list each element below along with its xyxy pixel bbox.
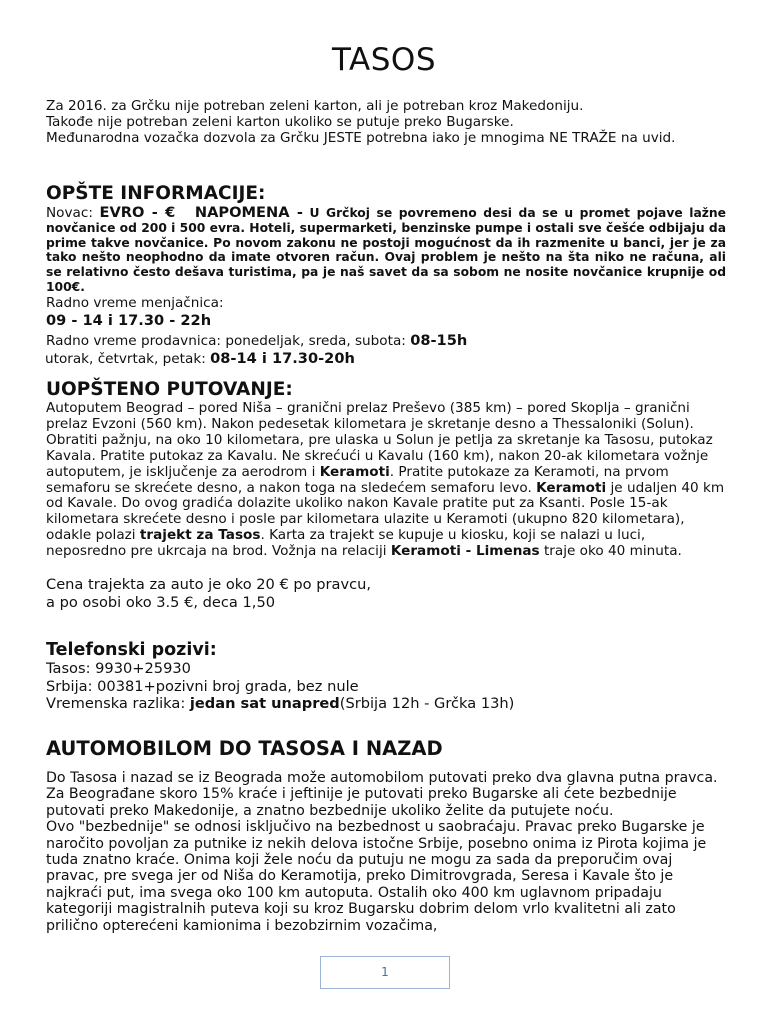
car-paragraph-2: Ovo "bezbednije" se odnosi isključivo na bezbednost u saobraćaju. Pravac preko Bugarske je naročito povoljan za putnike iz nekih delova istočne Srbije, posebno onima iz Pirota kojima je tuda znatno kraće. Onima koji žele noću da putuju ne mogu za sada da preporučim ovaj pravac, pre svega jer od Niša do Keramotija, preko Dimitrovgrada, Seresa i Kavale što je najkraći put, ima svega oko 100 km autoputa. Ostalih oko 400 km uglavnom pripadaju kategoriji magistralnih puteva koji su kroz Bugarsku dobrim delom vrlo kvalitetni ali zato prilično opterećeni kamionima i bezobzirnim vozačima,: [46, 819, 707, 934]
car-paragraph-1: Do Tasosa i nazad se iz Beograda može automobilom putovati preko dva glavna putna pravca. Za Beograđane skoro 15% kraće i jeftinije je putovati preko Bugarske ali ćete bezbednije putovati preko Makedonije, a znatno bezbednije ukoliko želite da putujete noću.: [46, 770, 718, 819]
shops-hours-line: [46, 332, 726, 350]
keramoti-bold: Keramoti: [536, 479, 607, 496]
travel-heading: UOPŠTENO PUTOVANJE:: [46, 379, 293, 400]
currency-label: Novac:: [46, 205, 93, 221]
intro-line: Za 2016. za Grčku nije potreban zeleni karton, ali je potreban kroz Makedoniju.: [46, 98, 584, 114]
time-diff-label: Vremenska razlika:: [46, 695, 186, 712]
travel-section: [46, 379, 726, 611]
phone-tasos: Tasos: 9930+25930: [46, 660, 191, 677]
shops-hours-line-2: [45, 350, 726, 368]
intro-block: [46, 99, 726, 147]
exchange-label: Radno vreme menjačnica:: [46, 294, 224, 311]
currency-note: [46, 206, 726, 295]
travel-text: traje oko 40 minuta.: [539, 543, 682, 560]
shops-hours-2: 08-14 i 17.30-20h: [210, 349, 355, 367]
page-title: TASOS: [332, 42, 436, 78]
note-label: NAPOMENA -: [194, 204, 303, 221]
time-difference: [46, 695, 726, 713]
currency-value: EVRO - €: [99, 204, 176, 221]
shops-label-2: utorak, četvrtak, petak:: [45, 350, 206, 367]
travel-text: Autoputem Beograd – pored Niša – granični prelaz Preševo (385 km) – pored Skoplja – granični prelaz Evzoni (560 km). Nakon pedesetak kilometara je skretanje desno a Thessaloniki (Solun). Obratiti pažnju, na oko 10 kilometara, pre ulaska u Solun je petlja za skretanje ka Tasosu, putokaz Kavala. Pratite putokaz za Kavalu. Ne skrećući u Kavalu (160 km), nakon 20-ak kilometara vožnje autoputem, je isključenje za aerodrom i: [46, 400, 713, 480]
shops-label: Radno vreme prodavnica: ponedeljak, sreda, subota:: [46, 332, 406, 349]
exchange-hours: 09 - 14 i 17.30 - 22h: [46, 311, 212, 329]
shops-hours-1: 08-15h: [410, 331, 468, 349]
ferry-price-2: a po osobi oko 3.5 €, deca 1,50: [46, 593, 276, 611]
phone-section: [46, 639, 726, 713]
general-info-heading: OPŠTE INFORMACIJE:: [46, 183, 266, 204]
keramoti-bold: Keramoti: [319, 463, 390, 480]
time-diff-note: (Srbija 12h - Grčka 13h): [339, 695, 515, 712]
travel-text: . Karta za trajekt se kupuje u kiosku, koji se nalazi u luci, neposredno pre ukrcaja na brod. Vožnja na relaciji: [46, 527, 646, 560]
travel-paragraph: [46, 401, 726, 560]
intro-line: Međunarodna vozačka dozvola za Grčku JESTE potrebna iako je mnogima NE TRAŽE na uvid.: [46, 129, 676, 146]
car-section: [46, 738, 722, 934]
route-bold: Keramoti - Limenas: [390, 543, 540, 560]
intro-line: Takođe nije potreban zeleni karton ukoliko se putuje preko Bugarske.: [46, 113, 514, 130]
travel-text: . Pratite putokaze za Keramoti, na prvom semaforu se skrećete desno, a nakon toga na sledećem semaforu levo.: [46, 463, 669, 496]
general-info-section: [46, 183, 726, 368]
page-number: 1: [320, 956, 450, 989]
travel-text: je udaljen 40 km od Kavale. Do ovog gradića dolazite ukoliko nakon Kavale pratite put za Ksanti. Posle 15-ak kilometara skrećete desno i posle par kilometara ulazite u Keramoti (ukupno 820 kilometara), odakle polazi: [46, 479, 725, 544]
time-diff-bold: jedan sat unapred: [189, 695, 340, 712]
ferry-price-1: Cena trajekta za auto je oko 20 € po pravcu,: [46, 576, 371, 594]
phone-heading: Telefonski pozivi:: [46, 640, 217, 660]
phone-serbia: Srbija: 00381+pozivni broj grada, bez nule: [46, 677, 359, 695]
note-text: U Grčkoj se povremeno desi da se u promet pojave lažne novčanice od 200 i 500 evra. Hoteli, supermarketi, benzinske pumpe i ostali sve češće odbijaju da prime takve novčanice. Po novom zakonu ne postoji mogućnost da ih razmenite u banci, jer je za tako nešto neophodno da imate otvoren račun. Ovaj problem je nešto na šta niko ne računa, ali se relativno često dešava turistima, pa je naš savet da sa sobom ne nosite novčanice krupnije od 100€.: [46, 206, 727, 294]
ferry-bold: trajekt za Tasos: [139, 527, 261, 544]
car-heading: AUTOMOBILOM DO TASOSA I NAZAD: [46, 737, 443, 760]
